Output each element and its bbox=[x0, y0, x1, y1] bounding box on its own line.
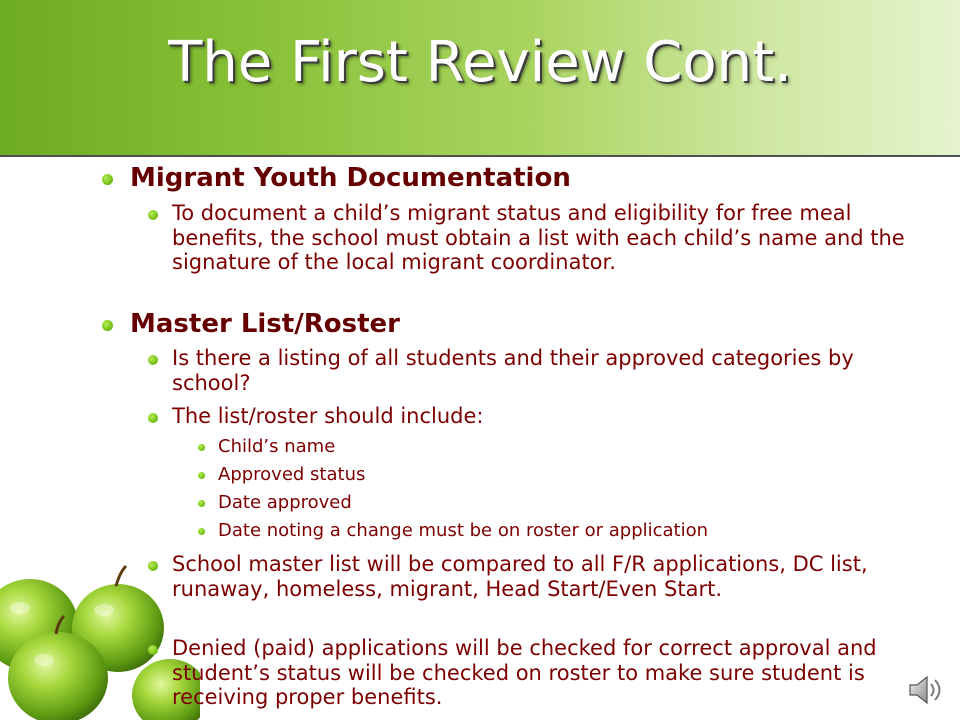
list-item-listing-question: Is there a listing of all students and their approved categories by school? bbox=[172, 346, 854, 395]
bullet-icon bbox=[198, 472, 205, 479]
sublist-item-childs-name: Child’s name bbox=[218, 436, 336, 457]
list-item-migrant-documentation: To document a child’s migrant status and eligibility for free meal benefits, the school must obtain a list with each child’s name and the signature of the local migrant coordinator. bbox=[172, 201, 905, 274]
bullet-icon bbox=[198, 500, 205, 507]
list-item-master-list-compare: School master list will be compared to all F/R applications, DC list, runaway, homeless, migrant, Head Start/Even Start. bbox=[172, 552, 868, 601]
bullet-icon bbox=[148, 355, 158, 365]
slide-title: The First Review Cont. bbox=[168, 30, 792, 95]
bullet-icon bbox=[148, 413, 158, 423]
bullet-icon bbox=[102, 174, 113, 185]
bullet-icon bbox=[198, 444, 205, 451]
sublist-item-date-noting-change: Date noting a change must be on roster or application bbox=[218, 520, 709, 541]
sublist-item-date-approved: Date approved bbox=[218, 492, 352, 513]
list-item-denied-applications: Denied (paid) applications will be checked for correct approval and student’s status will be checked on roster to make sure student is receiving proper benefits. bbox=[172, 636, 877, 709]
bullet-icon bbox=[102, 320, 113, 331]
list-item-roster-include: The list/roster should include: bbox=[172, 404, 484, 428]
section-heading-master-list: Master List/Roster bbox=[130, 309, 400, 339]
speaker-icon[interactable] bbox=[904, 672, 948, 708]
bullet-icon bbox=[148, 645, 158, 655]
bullet-icon bbox=[198, 528, 205, 535]
section-heading-migrant: Migrant Youth Documentation bbox=[130, 163, 571, 193]
bullet-icon bbox=[148, 561, 158, 571]
sublist-item-approved-status: Approved status bbox=[218, 464, 366, 485]
bullet-icon bbox=[148, 210, 158, 220]
